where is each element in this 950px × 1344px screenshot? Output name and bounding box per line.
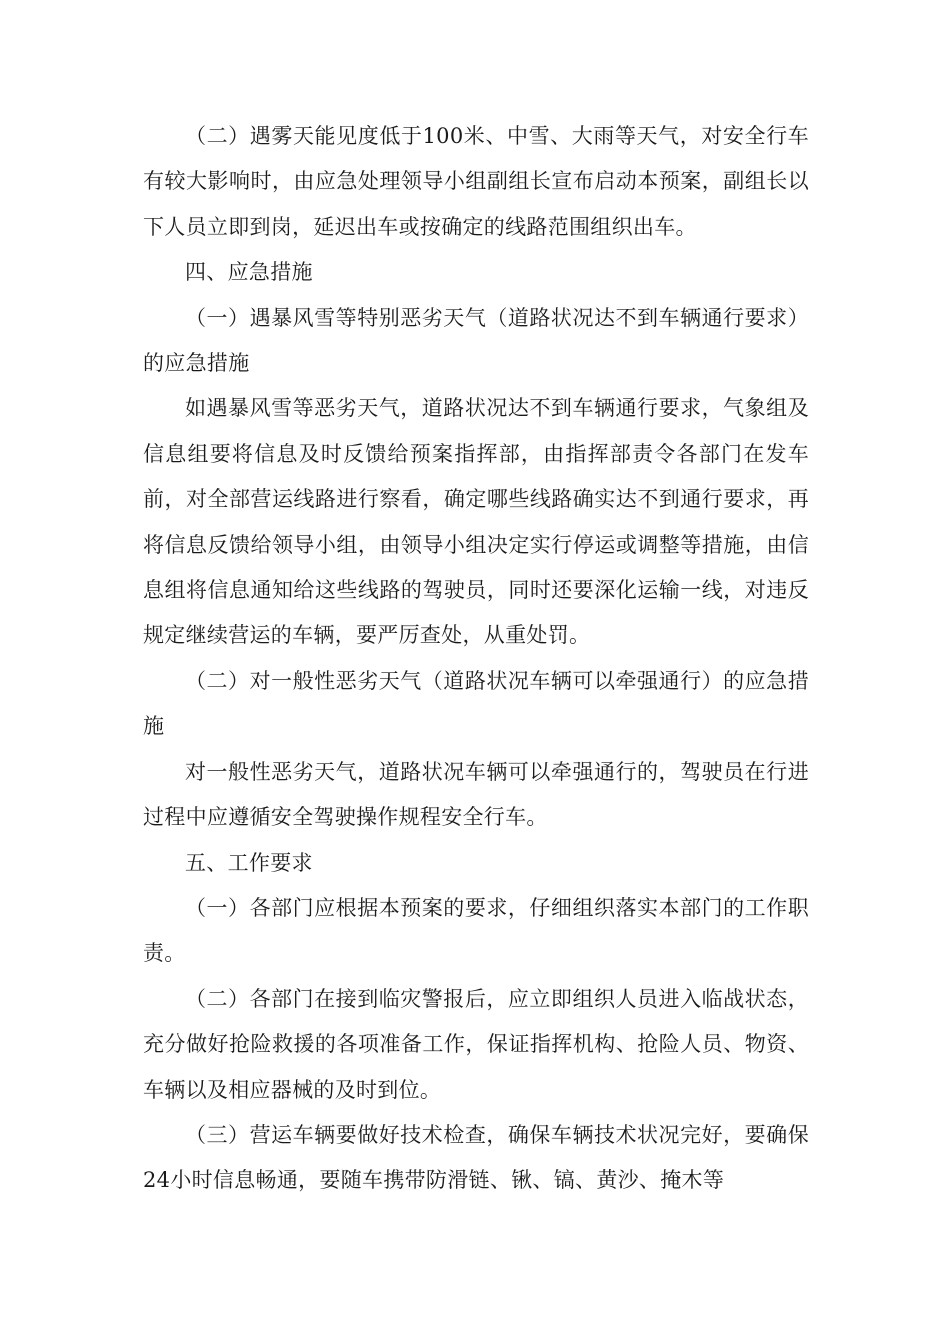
heading-emergency-measures: 四、应急措施 bbox=[185, 260, 313, 285]
paragraph-fog-weather-start: （二）遇雾天能见度低于100米、中雪、大雨等天气，对安全行车有较大影响时，由应急处理领导小组副组长宣布启动本预案，副组长以下人员立即到岗，延迟出车或按确定的线路范围组织出车。 bbox=[143, 124, 809, 239]
document-body bbox=[143, 114, 809, 1204]
paragraph-requirement-2: （二）各部门在接到临灾警报后，应立即组织人员进入临战状态，充分做好抢险救援的各项准备工作，保证指挥机构、抢险人员、物资、车辆以及相应器械的及时到位。 bbox=[143, 986, 809, 1102]
paragraph-blizzard-measures: 如遇暴风雪等恶劣天气，道路状况达不到车辆通行要求，气象组及信息组要将信息及时反馈给预案指挥部，由指挥部责令各部门在发车前，对全部营运线路进行察看，确定哪些线路确实达不到通行要求，再将信息反馈给领导小组，由领导小组决定实行停运或调整等措施，由信息组将信息通知给这些线路的驾驶员，同时还要深化运输一线，对违反规定继续营运的车辆，要严厉查处，从重处罚。 bbox=[143, 396, 809, 648]
paragraph-general-weather-measures: 对一般性恶劣天气，道路状况车辆可以牵强通行的，驾驶员在行进过程中应遵循安全驾驶操作规程安全行车。 bbox=[143, 759, 809, 830]
paragraph-general-weather-heading: （二）对一般性恶劣天气（道路状况车辆可以牵强通行）的应急措施 bbox=[143, 668, 809, 739]
paragraph-blizzard-heading: （一）遇暴风雪等特别恶劣天气（道路状况达不到车辆通行要求）的应急措施 bbox=[143, 305, 809, 376]
paragraph-requirement-3: （三）营运车辆要做好技术检查，确保车辆技术状况完好，要确保24小时信息畅通，要随车携带防滑链、锹、镐、黄沙、掩木等 bbox=[143, 1122, 809, 1193]
heading-work-requirements: 五、工作要求 bbox=[185, 850, 313, 875]
paragraph-requirement-1: （一）各部门应根据本预案的要求，仔细组织落实本部门的工作职责。 bbox=[143, 895, 809, 966]
